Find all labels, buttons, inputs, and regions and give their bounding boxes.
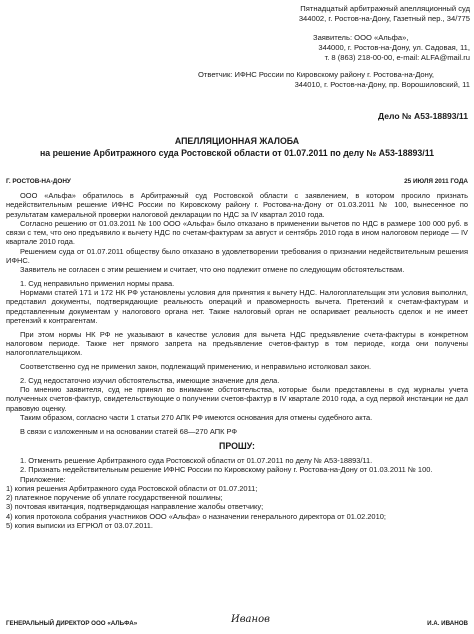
attachment-item: 1) копия решения Арбитражного суда Ростовской области от 01.07.2011;: [6, 483, 258, 493]
court-address: 344002, г. Ростов-на-Дону, Газетный пер., 34/775: [298, 14, 470, 24]
court-block: [255, 4, 470, 24]
section-heading: 2. Суд недостаточно изучил обстоятельства, имеющие значение для дела.: [20, 375, 280, 385]
paragraph: По мнению заявителя, суд не принял во внимание обстоятельства, которые были представлены в суд журналы учета полученных счетов-фактур, свидетельствующие о получении счетов-фактур в IV квартале 2010 года, а суд первой инстанции не дал правовую оценку.: [6, 385, 468, 413]
applicant-contacts: т. 8 (863) 218-00-00, e-mail: ALFA@mail.ru: [324, 53, 470, 63]
signature-row: [6, 614, 468, 627]
document-title: АПЕЛЛЯЦИОННАЯ ЖАЛОБА: [174, 136, 300, 146]
paragraph: Решением суда от 01.07.2011 обществу было отказано в удовлетворении требования о признании недействительным решения ИФНС.: [6, 246, 468, 265]
applicant-address: 344000, г. Ростов-на-Дону, ул. Садовая, 11,: [318, 43, 470, 53]
attachment-item: 3) почтовая квитанция, подтверждающая направление жалобы ответчику;: [6, 502, 264, 512]
city: Г. РОСТОВ-НА-ДОНУ: [6, 178, 71, 185]
respondent-block: [198, 70, 470, 90]
respondent-name: Ответчик: ИФНС России по Кировскому району г. Ростова-на-Дону,: [198, 70, 434, 79]
paragraph: Нормами статей 171 и 172 НК РФ установлены условия для принятия к вычету НДС. Налогоплательщик эти условия выполнил, представил документы, подтверждающие реальность операций и правомерность вычета. Претензий к счетам-фактурам и представленным документам у налогового органа нет. Также налоговый орган не оспаривает реальность сделок и не имеет претензий к контрагентам.: [6, 288, 468, 325]
attachment-item: 2) платежное поручение об уплате государственной пошлины;: [6, 493, 223, 503]
place-date-row: [6, 178, 468, 185]
paragraph: Согласно решению от 01.03.2011 № 100 ООО «Альфа» было отказано в применении вычетов по НДС в размере 100 000 руб. в связи с тем, что оно предъявило к вычету НДС по счетам-фактурам за август и сентябрь 2010 года в ином налоговом периоде — IV квартале 2010 года.: [6, 218, 468, 247]
handwritten-signature: Иванов: [231, 614, 270, 625]
request-heading: ПРОШУ:: [219, 440, 255, 451]
date: 25 ИЮЛЯ 2011 ГОДА: [404, 178, 468, 185]
signer-name: И.А. ИВАНОВ: [427, 620, 468, 627]
applicant-block: [255, 33, 470, 64]
section-heading: 1. Суд неправильно применил нормы права.: [20, 278, 175, 288]
request-item: 2. Признать недействительным решение ИФНС России по Кировскому району г. Ростова-на-Дону от 01.03.2011 № 100.: [20, 465, 433, 475]
applicant-name: Заявитель: ООО «Альфа»,: [313, 33, 409, 42]
respondent-address: 344010, г. Ростов-на-Дону, пр. Ворошиловский, 11: [294, 80, 470, 90]
appeal-body: [6, 191, 468, 530]
paragraph: ООО «Альфа» обратилось в Арбитражный суд Ростовской области с заявлением, в котором просило признать недействительным решение ИФНС России по Кировскому району г. Ростова-на-Дону от 01.03.2011 № 100, вынесенное по результатам камеральной проверки налоговой декларации по НДС за IV квартал 2010 года.: [6, 191, 468, 219]
request-item: 1. Отменить решение Арбитражного суда Ростовской области от 01.07.2011 по делу № А53-18893/11.: [20, 456, 373, 466]
attachments-heading: Приложение:: [20, 474, 66, 484]
signer-position: ГЕНЕРАЛЬНЫЙ ДИРЕКТОР ООО «АЛЬФА»: [6, 620, 138, 627]
paragraph: Заявитель не согласен с этим решением и считает, что оно подлежит отмене по следующим обстоятельствам.: [20, 265, 405, 274]
case-number: Дело № А53-18893/11: [378, 111, 468, 121]
attachment-item: 5) копия выписки из ЕГРЮЛ от 03.07.2011.: [6, 520, 153, 530]
paragraph: Таким образом, согласно части 1 статьи 270 АПК РФ имеются основания для отмены судебного акта.: [20, 412, 373, 422]
document-subtitle: на решение Арбитражного суда Ростовской области от 01.07.2011 по делу № А53-18893/11: [39, 148, 435, 158]
paragraph: В связи с изложенным и на основании статей 68—270 АПК РФ: [20, 426, 238, 436]
court-name: Пятнадцатый арбитражный апелляционный суд: [300, 4, 470, 13]
paragraph: При этом нормы НК РФ не указывают в качестве условия для вычета НДС предъявление счета-фактуры в конкретном налоговом периоде. Также нет прямого запрета на предъявление счетов-фактур в том периоде, когда они получены налогоплательщиком.: [6, 329, 468, 358]
paragraph: Соответственно суд не применил закон, подлежащий применению, и неправильно истолковал закон.: [20, 362, 372, 372]
attachment-item: 4) копия протокола собрания участников ООО «Альфа» о назначении генерального директора от 01.02.2010;: [6, 511, 386, 521]
